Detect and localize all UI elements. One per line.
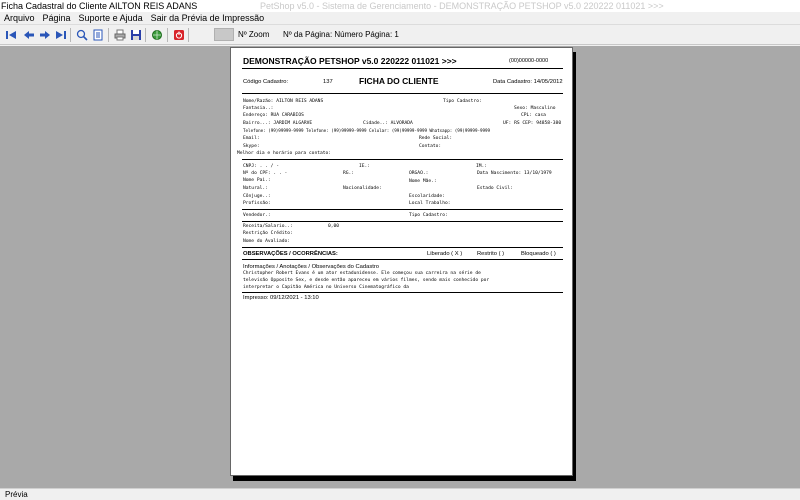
fantasia: Fantasia..: [243, 106, 274, 111]
window-title-faded: PetShop v5.0 - Sistema de Gerenciamento - DEMONSTRAÇÃO PETSHOP v5.0 220222 011021 >>> [260, 1, 664, 11]
menu-arquivo[interactable]: Arquivo [4, 13, 35, 23]
telefones: Telefone: (99)99999-9999 Telefone: (99)99999-9999 Celular: (99)99999-9999 Whatsapp: (99)99999-9999 [243, 128, 491, 133]
print-button[interactable] [113, 28, 127, 42]
informacoes-title: Informações / Anotações / Observações do Cadastro [243, 264, 379, 270]
toolbar [0, 25, 800, 45]
info-line: televisão Opposite Sex, e desde então apareceu em vários filmes, sendo mais conhecido por [243, 278, 490, 283]
cnpj: CNPJ: . . / - [243, 164, 279, 169]
zoom-input[interactable] [214, 28, 234, 41]
nacionalidade: Nacionalidade: [343, 186, 382, 191]
page-number-label: Nº da Página: Número Página: 1 [283, 30, 399, 39]
data-nascimento: Data Nascimento: 13/10/1979 [477, 171, 552, 176]
observacoes-title: OBSERVAÇÕES / OCORRÊNCIAS: [243, 251, 338, 257]
endereco: Endereço: RUA CARABIOS [243, 113, 304, 118]
status-bar [0, 488, 800, 500]
cidade: Cidade..: ALVORADA [363, 121, 413, 126]
receita-salario: Receita/Salario..: [243, 224, 293, 229]
divider [242, 247, 563, 248]
status-restrito: Restrito ( ) [477, 251, 505, 257]
last-page-button[interactable] [54, 28, 68, 42]
divider [242, 221, 563, 222]
nome-razao: Nome/Razão: AILTON REIS ADANS [243, 99, 324, 104]
arrow-left-icon [23, 30, 35, 40]
complemento: CPL: casa [521, 113, 546, 118]
document-icon [92, 29, 104, 41]
ficha-cliente-title: FICHA DO CLIENTE [359, 76, 439, 86]
local-trabalho: Local Trabalho: [409, 201, 451, 206]
tipo-cadastro-2: Tipo Cadastro: [409, 213, 448, 218]
email: Email: [243, 136, 260, 141]
receita-salario-value: 0,00 [328, 224, 340, 229]
menu-pagina[interactable]: Página [42, 13, 71, 23]
report-title: DEMONSTRAÇÃO PETSHOP v5.0 220222 011021 >>> [243, 56, 457, 66]
window-title: Ficha Cadastral do Cliente AILTON REIS ADANS [1, 1, 198, 11]
first-page-button[interactable] [4, 28, 18, 42]
impresso-timestamp: Impresso: 09/12/2021 - 13:10 [243, 295, 319, 301]
status-bloqueado: Bloqueado ( ) [521, 251, 556, 257]
rede-social: Rede Social: [419, 136, 453, 141]
bairro: Bairro...: JARDIM ALGARVE [243, 121, 313, 126]
close-preview-button[interactable] [172, 28, 186, 42]
arrow-right-icon [39, 30, 51, 40]
skype: Skype: [243, 144, 260, 149]
globe-export-icon [151, 29, 163, 41]
next-page-button[interactable] [38, 28, 52, 42]
naturalidade: Natural.: [243, 186, 268, 191]
codigo-cadastro-value: 137 [323, 79, 333, 85]
status-text: Prévia [5, 490, 28, 499]
estado-civil: Estado Civil: [477, 186, 513, 191]
toolbar-separator [108, 28, 109, 42]
contato: Contato: [419, 144, 442, 149]
vendedor: Vendedor.: [243, 213, 271, 218]
report-phone: (00)00000-0000 [509, 58, 549, 64]
nome-mae: Nome Mãe.: [409, 179, 437, 184]
menu-sair-previa[interactable]: Sair da Prévia de Impressão [150, 13, 265, 23]
inscricao-estadual: IE.: [359, 164, 371, 169]
orgao: ORGAO.: [409, 171, 429, 176]
window-title-bar [0, 0, 800, 12]
divider [242, 159, 563, 160]
divider [242, 68, 563, 69]
cpf: Nº do CPF: . . - [243, 171, 288, 176]
zoom-label: Nº Zoom [238, 30, 270, 39]
sexo: Sexo: Masculino [514, 106, 556, 111]
menu-suporte-ajuda[interactable]: Suporte e Ajuda [78, 13, 143, 23]
menu-bar [0, 12, 800, 25]
uf-cep: UF: RS CEP: 94858-380 [503, 121, 562, 126]
escolaridade: Escolaridade: [409, 194, 445, 199]
nome-pai: Nome Pai.: [243, 178, 271, 183]
report-page [230, 47, 573, 476]
divider [242, 292, 563, 293]
page-view-button[interactable] [91, 28, 105, 42]
inscricao-municipal: IM.: [476, 164, 488, 169]
zoom-button[interactable] [75, 28, 89, 42]
printer-icon [114, 29, 126, 41]
profissao: Profissão: [243, 201, 271, 206]
nome-avaliado: Nome do Avaliado: [243, 239, 291, 244]
previous-page-button[interactable] [22, 28, 36, 42]
codigo-cadastro-label: Código Cadastro: [243, 79, 289, 85]
melhor-dia-contato: Melhor dia e horário para contato: [237, 151, 332, 156]
info-line: Christopher Robert Evans é um ator estadunidense. Ele começou sua carreira na série de [243, 271, 481, 276]
data-cadastro: Data Cadastro: 14/05/2012 [493, 79, 563, 85]
save-button[interactable] [129, 28, 143, 42]
divider [242, 209, 563, 210]
rg: RG.: [343, 171, 355, 176]
export-button[interactable] [150, 28, 164, 42]
tipo-cadastro: Tipo Cadastro: [443, 99, 482, 104]
divider [242, 93, 563, 94]
first-page-icon [5, 30, 17, 40]
last-page-icon [55, 30, 67, 40]
floppy-disk-icon [130, 29, 142, 41]
conjuge: Cônjuge..: [243, 194, 271, 199]
exit-icon [173, 29, 185, 41]
toolbar-separator [167, 28, 168, 42]
toolbar-separator [188, 28, 189, 42]
restricao-credito: Restrição Crédito: [243, 231, 293, 236]
magnifier-icon [76, 29, 88, 41]
status-liberado: Liberado ( X ) [427, 251, 463, 257]
toolbar-separator [70, 28, 71, 42]
divider [242, 259, 563, 260]
toolbar-separator [145, 28, 146, 42]
info-line: interpretar o Capitão América no Universo Cinematográfico da [243, 285, 409, 290]
